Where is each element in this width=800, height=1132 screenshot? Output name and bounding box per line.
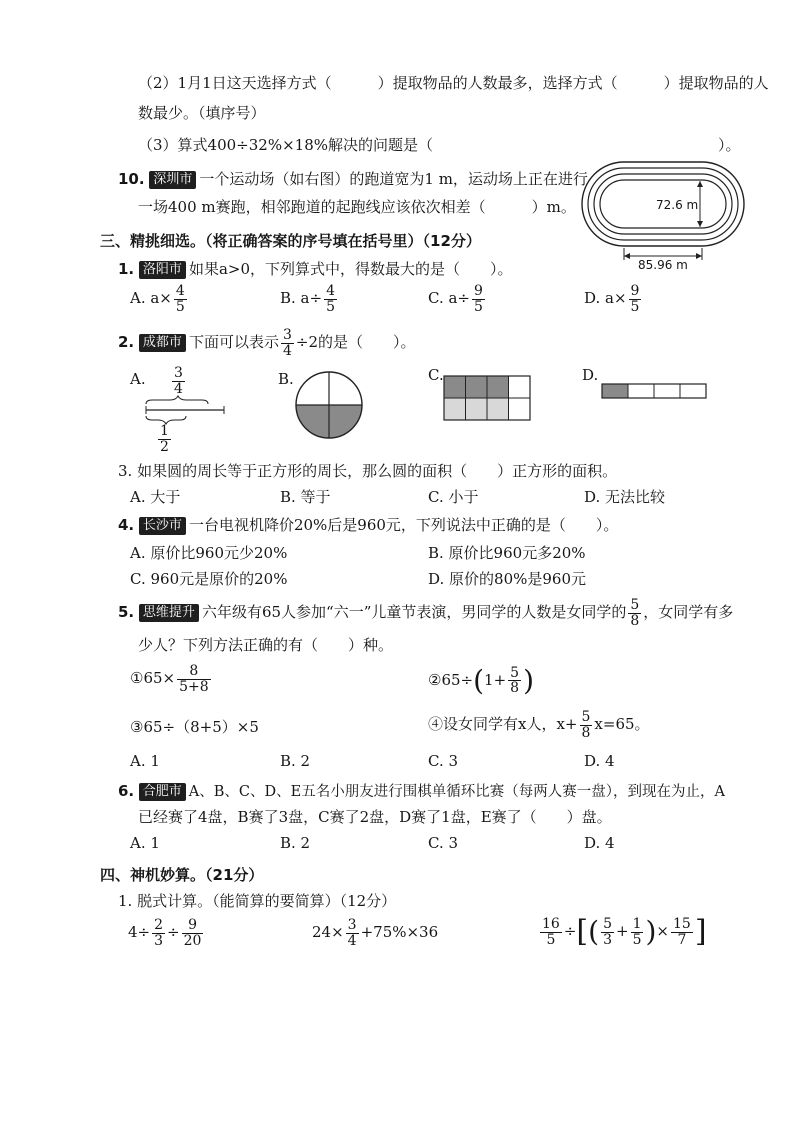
s3-q5-stem: 5. 思维提升 六年级有65人参加“六一”儿童节表演，男同学的人数是女同学的 $\frac{5}{8}$ ，女同学有多 (118, 597, 734, 629)
s3-q3-stem: 3. 如果圆的周长等于正方形的周长，那么圆的面积（ ）正方形的面积。 (118, 462, 618, 480)
figD-bar-diagram (600, 382, 710, 402)
s3-q4-option-a: A. 原价比960元少20% (130, 544, 288, 562)
figB-circle-diagram (294, 370, 364, 440)
s3-q3-option-b: B. 等于 (280, 488, 331, 506)
s3-q3-option-a: A. 大于 (130, 488, 181, 506)
q9-line-2b: 数最少。（填序号） (138, 104, 266, 122)
s3-q2-option-d-label: D. (582, 366, 599, 384)
region-tag: 合肥市 (139, 783, 186, 801)
s3-q4-option-d: D. 原价的80%是960元 (428, 570, 586, 588)
track-width-label: 72.6 m (656, 198, 699, 212)
region-tag: 思维提升 (139, 604, 199, 622)
s3-q3-option-c: C. 小于 (428, 488, 479, 506)
s3-q5-option-4: ④设女同学有x人，x+ $\frac{5}{8}$ x=65。 (428, 709, 650, 741)
q10-line-2: 一场400 m赛跑，相邻跑道的起跑线应该依次相差（ ）m。 (138, 198, 576, 216)
s3-q2-option-c-label: C. (428, 366, 444, 384)
figA-top-fraction: $\frac{3}{4}$ (174, 365, 183, 397)
s3-q6-option-c: C. 3 (428, 834, 459, 852)
s3-q6-option-b: B. 2 (280, 834, 311, 852)
expression-1: 4÷ $\frac{2}{3}$ ÷ $\frac{9}{20}$ (128, 917, 202, 949)
figA-segment-diagram (140, 400, 230, 440)
region-tag: 洛阳市 (139, 261, 186, 279)
s3-q5-answer-c: C. 3 (428, 752, 459, 770)
s3-q2-option-a-label: A. (130, 370, 146, 388)
section-3-title: 三、精挑细选。（将正确答案的序号填在括号里）（12分） (100, 232, 481, 250)
s3-q2-stem: 2. 成都市 下面可以表示 $\frac{3}{4}$ ÷2的是（ ）。 (118, 327, 416, 359)
s3-q6-option-d: D. 4 (584, 834, 615, 852)
s3-q5-option-1: ①65× $\frac{8}{5+8}$ (130, 663, 209, 695)
q10-line-1: 10. 深圳市 一个运动场（如右图）的跑道宽为1 m，运动场上正在进行 (118, 170, 588, 188)
s3-q4-option-b: B. 原价比960元多20% (428, 544, 586, 562)
region-tag: 长沙市 (139, 517, 186, 535)
s3-q4-stem: 4. 长沙市 一台电视机降价20%后是960元，下列说法中正确的是（ ）。 (118, 516, 619, 534)
figC-grid-diagram (444, 374, 544, 438)
section-4-title: 四、神机妙算。（21分） (100, 866, 264, 884)
expression-2: 24× $\frac{3}{4}$ +75%×36 (312, 917, 439, 949)
q9-line-3: （3）算式400÷32%×18%解决的问题是（ (138, 136, 433, 154)
s3-q1-option-b: B. a÷ $\frac{4}{5}$ (280, 283, 335, 315)
track-length-label: 85.96 m (638, 258, 688, 272)
s3-q6-option-a: A. 1 (130, 834, 160, 852)
q9-line-3-end: ）。 (718, 136, 741, 154)
s3-q1-option-d: D. a× $\frac{9}{5}$ (584, 283, 640, 315)
s3-q5-answer-b: B. 2 (280, 752, 311, 770)
s3-q3-option-d: D. 无法比较 (584, 488, 666, 506)
s3-q5-option-2: ②65÷(1+ $\frac{5}{8}$ ) (428, 664, 535, 697)
s3-q2-option-b-label: B. (278, 370, 294, 388)
s3-q6-stem: 6. 合肥市 A、B、C、D、E五名小朋友进行围棋单循环比赛（每两人赛一盘），到现在为止，A (118, 782, 725, 800)
s3-q5-option-3: ③65÷（8+5）×5 (130, 718, 259, 736)
s3-q1-stem: 1. 洛阳市 如果a>0，下列算式中，得数最大的是（ ）。 (118, 260, 513, 278)
s4-q1-stem: 1. 脱式计算。（能简算的要简算）（12分） (118, 892, 397, 910)
region-tag: 深圳市 (149, 171, 196, 189)
figA-bottom-fraction: $\frac{1}{2}$ (160, 423, 169, 455)
expression-3: $\frac{16}{5}$ ÷[( $\frac{5}{3}$ + $\frac{1}{5}$ )× $\frac{15}{7}$ ] (542, 914, 707, 949)
s3-q5-answer-a: A. 1 (130, 752, 160, 770)
s3-q5-stem-2: 少人？下列方法正确的有（ ）种。 (138, 636, 394, 654)
s3-q4-option-c: C. 960元是原价的20% (130, 570, 288, 588)
region-tag: 成都市 (139, 334, 186, 352)
s3-q1-option-a: A. a× $\frac{4}{5}$ (130, 283, 185, 315)
s3-q5-answer-d: D. 4 (584, 752, 615, 770)
s3-q1-option-c: C. a÷ $\frac{9}{5}$ (428, 283, 483, 315)
s3-q6-stem-2: 已经赛了4盘，B赛了3盘，C赛了2盘，D赛了1盘，E赛了（ ）盘。 (138, 808, 612, 826)
q9-line-2: （2）1月1日这天选择方式（ ）提取物品的人数最多，选择方式（ ）提取物品的人 (138, 74, 769, 92)
